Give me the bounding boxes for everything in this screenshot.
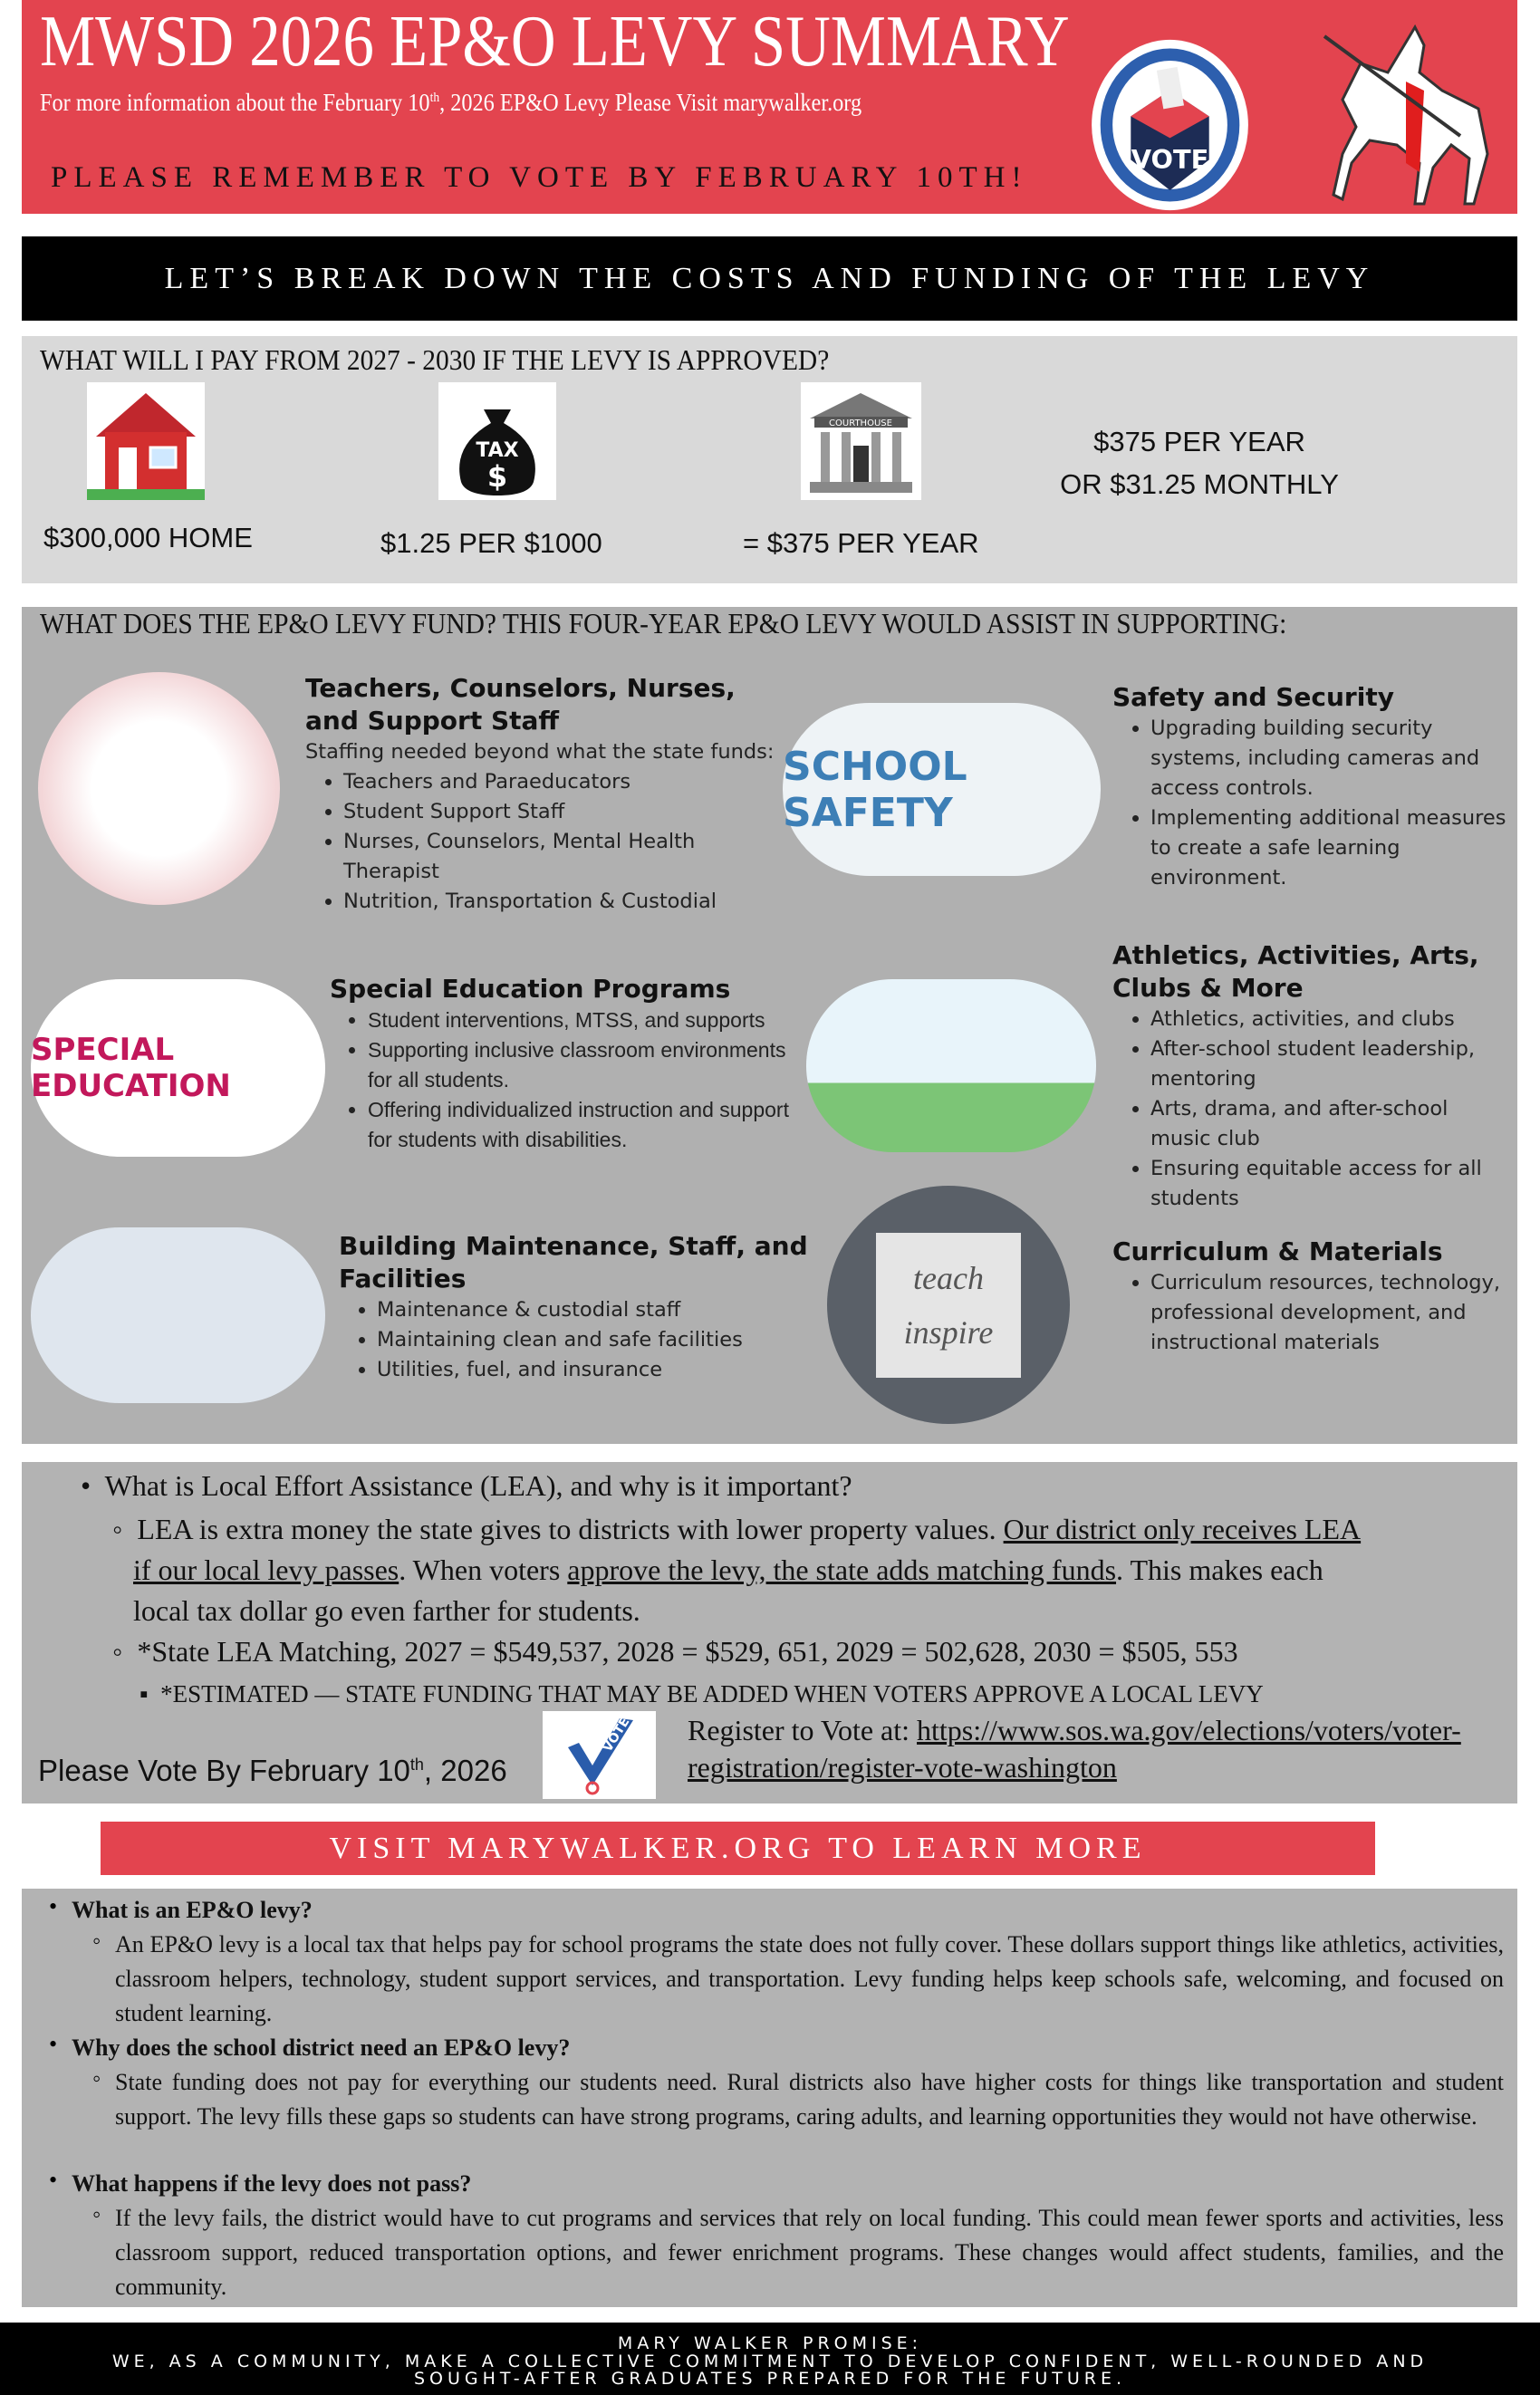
vote-logo-text: VOTE <box>1131 144 1209 175</box>
list-item: • Ensuring equitable access for all students <box>1150 1154 1511 1214</box>
register-link-cont[interactable]: registration/register-vote-washington <box>688 1751 1117 1784</box>
tax-bag-icon <box>438 382 556 500</box>
faq-answer: If the levy fails, the district would have to cut programs and services that rely on local funding. This could mean fewer sports and activities, less classroom support, reduced transportation options, and fewer enrichment programs. These changes would affect students, families, and the community. <box>115 2205 1504 2300</box>
summary-yearly: $375 PER YEAR <box>1093 426 1305 457</box>
bullet: • <box>49 1893 58 1919</box>
bullet: ◦ <box>92 1928 101 1954</box>
list-item: • Athletics, activities, and clubs <box>1150 1005 1511 1034</box>
faq-answer: An EP&O levy is a local tax that helps pay for school programs the state does not fully cover. These dollars support things like athletics, activities, classroom helpers, technology, student support services, and transportation. Levy funding helps keep schools safe, welcoming, and focused on student learning. <box>115 1931 1504 2026</box>
list-item: • Implementing additional measures to create a safe learning environment. <box>1150 803 1511 893</box>
courthouse-icon <box>801 382 921 500</box>
lea-question-text: What is Local Effort Assistance (LEA), and why is it important? <box>104 1469 852 1502</box>
lea-estimated: ▪ *ESTIMATED — STATE FUNDING THAT MAY BE ADDED WHEN VOTERS APPROVE A LOCAL LEVY <box>140 1680 1264 1707</box>
promise-line: SOUGHT-AFTER GRADUATES PREPARED FOR THE FUTURE. <box>413 2369 1127 2389</box>
teachers-title: Teachers, Counselors, Nurses, and Support Staff <box>305 673 736 736</box>
tax-rate: $1.25 PER $1000 <box>380 527 602 559</box>
faq-answer: State funding does not pay for everything our students need. Rural districts also have higher costs for things like transportation and student support. The levy fills these gaps so students can have strong programs, caring adults, and learning opportunities they would not have otherwise. <box>115 2069 1504 2130</box>
footer-promise <box>0 2323 1540 2395</box>
faq-section <box>22 1889 1517 2307</box>
school-safety-image: SCHOOL SAFETY <box>783 703 1101 876</box>
vote-date-sup: th <box>409 1755 424 1774</box>
cost-section <box>22 336 1517 583</box>
athletics-block <box>1112 939 1511 1214</box>
page-title: MWSD 2026 EP&O LEVY SUMMARY <box>40 2 1070 82</box>
list-item: • Student Support Staff <box>343 797 776 827</box>
bullet: ◦ <box>92 2065 101 2092</box>
faq-question: What happens if the levy does not pass? <box>72 2170 472 2197</box>
teachers-body <box>305 737 776 917</box>
fund-heading: WHAT DOES THE EP&O LEVY FUND? THIS FOUR-YEAR EP&O LEVY WOULD ASSIST IN SUPPORTING: <box>40 607 1287 640</box>
cost-heading: WHAT WILL I PAY FROM 2027 - 2030 IF THE LEVY IS APPROVED? <box>40 343 830 376</box>
special-education-image: SPECIAL EDUCATION <box>31 979 325 1157</box>
home-value: $300,000 HOME <box>43 522 253 553</box>
lea-text: LEA is extra money the state gives to districts with lower property values. <box>137 1513 1004 1545</box>
vote-by-date <box>38 1754 507 1788</box>
cost-summary <box>973 420 1426 505</box>
bullet: • <box>49 2031 58 2057</box>
lea-answer: ◦ LEA is extra money the state gives to districts with lower property values. Our district only receives LEA if our local levy passes. When voters approve the levy, the state adds matching funds. This makes each local tax dollar go even farther for students. ◦ *State LEA Matching, 2027 = $549,537, 2028 = $529, 651, 2029 = 502,628, 2030 = $505, 553 <box>112 1513 1362 1668</box>
lea-text: local tax dollar go even farther for students. <box>133 1594 640 1627</box>
register-link[interactable]: https://www.sos.wa.gov/elections/voters/voter- <box>917 1714 1461 1746</box>
curriculum-block <box>1112 1236 1511 1358</box>
teach-text: teach <box>913 1259 984 1296</box>
house-icon <box>87 382 205 500</box>
sped-title: Special Education Programs <box>330 974 731 1004</box>
vote-icon-text: VOTE <box>600 1715 633 1755</box>
lea-section <box>22 1462 1517 1803</box>
staff-image <box>38 672 280 905</box>
athletics-title: Athletics, Activities, Arts, Clubs & More <box>1112 940 1479 1003</box>
faq-question: What is an EP&O levy? <box>72 1897 313 1923</box>
maintenance-image <box>31 1227 325 1403</box>
subtitle <box>40 89 861 117</box>
lea-underline: Our district only receives LEA <box>1003 1513 1362 1545</box>
vote-date-end: , 2026 <box>423 1754 507 1787</box>
list-item: • Maintaining clean and safe facilities <box>377 1325 810 1355</box>
lea-text: . This makes each <box>1116 1553 1323 1586</box>
vote-reminder: PLEASE REMEMBER TO VOTE BY FEBRUARY 10TH! <box>51 161 1028 194</box>
building-title: Building Maintenance, Staff, and Facilities <box>339 1231 808 1294</box>
promise-title: MARY WALKER PROMISE: <box>617 2333 923 2353</box>
list-item: • Upgrading building security systems, including cameras and access controls. <box>1150 714 1511 803</box>
list-item: • Offering individualized instruction and support for students with disabilities. <box>368 1095 797 1155</box>
list-item: • Teachers and Paraeducators <box>343 767 776 797</box>
list-item: • Arts, drama, and after-school music club <box>1150 1094 1511 1154</box>
teachers-intro: Staffing needed beyond what the state funds: <box>305 740 775 764</box>
bullet: • <box>49 2167 58 2193</box>
teach-inspire-image <box>827 1186 1070 1424</box>
tax-icon-text: TAX <box>476 439 519 462</box>
visit-website-banner[interactable]: VISIT MARYWALKER.ORG TO LEARN MORE <box>101 1822 1375 1875</box>
courthouse-icon-text: COURTHOUSE <box>829 418 892 428</box>
list-item: • Student interventions, MTSS, and supports <box>368 1005 797 1035</box>
lea-matching: *State LEA Matching, 2027 = $549,537, 2028 = $529, 651, 2029 = 502,628, 2030 = $505, 553 <box>137 1635 1238 1668</box>
knight-mascot-icon <box>1306 9 1501 208</box>
vote-ballot-logo-icon <box>1082 38 1258 212</box>
list-item: • Utilities, fuel, and insurance <box>377 1355 810 1385</box>
register-label: Register to Vote at: <box>688 1714 918 1746</box>
bullet: ◦ <box>92 2201 101 2227</box>
list-item: • Maintenance & custodial staff <box>377 1295 810 1325</box>
subtitle-text-end: , 2026 EP&O Levy Please Visit marywalker.org <box>439 89 862 116</box>
building-block <box>339 1230 810 1385</box>
lea-question: • What is Local Effort Assistance (LEA), and why is it important? <box>81 1469 852 1502</box>
athletics-image <box>806 979 1096 1152</box>
sped-block <box>330 973 797 1155</box>
list-item: • Curriculum resources, technology, professional development, and instructional materials <box>1150 1268 1511 1358</box>
curriculum-title: Curriculum & Materials <box>1112 1236 1443 1266</box>
fund-section <box>22 607 1517 1444</box>
lea-text: . When voters <box>399 1553 568 1586</box>
subtitle-text: For more information about the February 10 <box>40 89 430 116</box>
register-info <box>688 1712 1461 1786</box>
safety-block <box>1112 681 1511 893</box>
teachers-block <box>305 672 776 917</box>
lea-underline: approve the levy, the state adds matching funds <box>567 1553 1117 1586</box>
yearly-result: = $375 PER YEAR <box>743 527 979 559</box>
summary-monthly: OR $31.25 MONTHLY <box>1060 468 1339 500</box>
subtitle-sup: th <box>429 91 440 105</box>
list-item: • After-school student leadership, mentoring <box>1150 1034 1511 1094</box>
teach-inspire-card <box>876 1233 1021 1378</box>
list-item: • Supporting inclusive classroom environments for all students. <box>368 1035 797 1095</box>
lea-underline: if our local levy passes <box>133 1553 399 1586</box>
safety-title: Safety and Security <box>1112 682 1394 712</box>
list-item: • Nutrition, Transportation & Custodial <box>343 887 776 917</box>
inspire-text: inspire <box>903 1313 994 1351</box>
faq-question: Why does the school district need an EP&O levy? <box>72 2034 571 2061</box>
list-item: • Nurses, Counselors, Mental Health Therapist <box>343 827 776 887</box>
lea-estimated-text: *ESTIMATED — STATE FUNDING THAT MAY BE ADDED WHEN VOTERS APPROVE A LOCAL LEVY <box>160 1680 1264 1707</box>
vote-check-icon <box>543 1711 656 1799</box>
svg-text:$: $ <box>486 459 508 494</box>
promise-line: WE, AS A COMMUNITY, MAKE A COLLECTIVE COMMITMENT TO DEVELOP CONFIDENT, WELL-ROUNDED AND <box>111 2351 1429 2371</box>
section-banner: LET’S BREAK DOWN THE COSTS AND FUNDING OF THE LEVY <box>22 236 1517 321</box>
header-banner <box>22 0 1517 214</box>
vote-date-text: Please Vote By February 10 <box>38 1754 410 1787</box>
